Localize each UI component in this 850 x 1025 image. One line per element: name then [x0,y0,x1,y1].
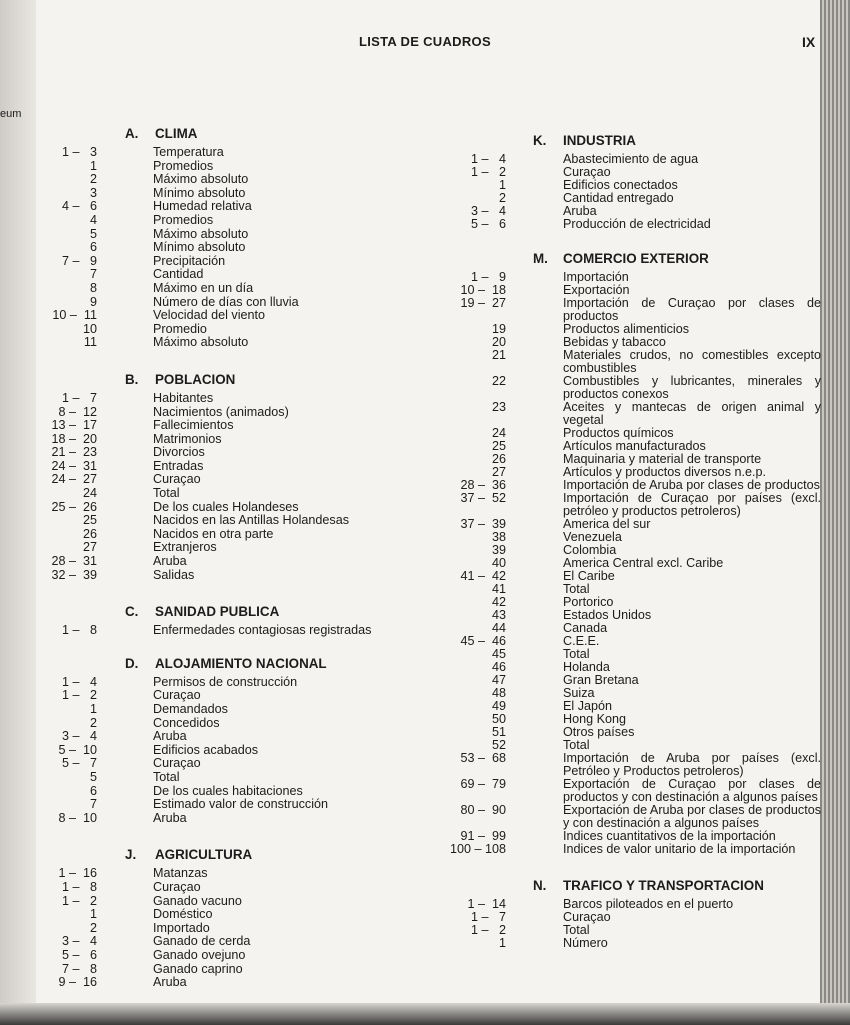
table-numbers: 27 [491,465,506,479]
section-letter: J. [125,847,137,863]
table-list-item [36,187,436,201]
table-numbers: 25 – 26 [51,499,97,514]
table-title: America del sur [563,517,651,531]
table-numbers: 1 – 4 [470,152,506,166]
table-title: Portorico [563,595,614,609]
table-numbers: 48 [491,686,506,700]
table-list-item [36,214,436,228]
table-numbers: 24 – 31 [51,458,97,473]
table-numbers: 39 [491,543,506,557]
table-title: Nacimientos (animados) [153,404,289,419]
table-title: Exportación [563,283,630,297]
table-numbers: 25 [491,439,506,453]
table-list-item [36,392,436,406]
table-title: Exportación de Curaçao por clases de productos y con destinación a algunos países [563,777,821,804]
table-numbers: 1 [89,158,97,173]
table-title: Edificios acabados [153,742,259,757]
table-title: Holanda [563,660,610,674]
table-title: Total [153,769,180,784]
table-list-item [36,689,436,703]
table-title: Importación [563,270,629,284]
table-numbers: 6 [89,240,97,255]
table-numbers: 43 [491,608,506,622]
table-title: Indices cuantitativos de la importación [563,829,776,843]
page-title: LISTA DE CUADROS [359,34,491,49]
table-title: Ganado de cerda [153,934,251,949]
table-numbers: 2 [89,715,97,730]
table-title: Canada [563,621,608,635]
table-title: Suiza [563,686,595,700]
table-list-item [36,528,436,542]
table-title: Total [563,647,590,661]
table-title: Aruba [153,554,187,569]
section-heading [125,372,436,387]
table-list-item [36,908,436,922]
table-numbers: 46 [491,660,506,674]
table-numbers: 25 [82,513,97,528]
table-title: Importación de Curaçao por clases de productos [563,296,821,323]
table-numbers: 91 – 99 [460,829,506,843]
table-numbers: 37 – 52 [460,491,506,505]
table-list-item [36,771,436,785]
table-numbers: 8 – 10 [58,810,97,825]
section-letter: A. [125,126,139,141]
table-numbers: 45 [491,647,506,661]
table-numbers: 1 – 8 [61,623,97,638]
table-title: Gran Bretana [563,673,639,687]
table-title: Aceites y mantecas de origen animal y vegetal [563,400,821,427]
table-numbers: 10 [82,321,97,336]
table-numbers: 1 – 7 [470,910,506,924]
table-numbers: 47 [491,673,506,687]
table-numbers: 28 – 36 [460,478,506,492]
table-title: Concedidos [153,715,220,730]
table-list-item [36,730,436,744]
table-list-item [445,297,825,323]
table-title: Aruba [563,204,597,218]
table-title: Abastecimiento de agua [563,152,699,166]
section-heading [125,604,436,619]
section-letter: B. [125,371,139,387]
table-numbers: 32 – 39 [51,567,97,582]
table-title: Precipitación [153,253,226,268]
table-title: Fallecimientos [153,418,234,433]
table-list-item [36,785,436,799]
table-title: Ganado caprino [153,961,243,976]
section-letter: M. [533,251,548,266]
table-list-item [36,624,436,638]
section-title: AGRICULTURA [155,847,253,863]
table-title: Promedio [153,321,207,336]
table-numbers: 27 [82,540,97,555]
table-numbers: 1 – 14 [467,897,506,911]
table-numbers: 52 [491,738,506,752]
table-list-item [36,812,436,826]
table-title: Temperatura [153,145,224,159]
table-numbers: 1 [498,178,506,192]
table-title: Número [563,936,608,950]
table-title: Importación de Curaçao por países (excl. petróleo y productos petroleros) [563,491,821,518]
section-poblacion [36,372,436,582]
table-title: Curaçao [153,879,201,894]
table-title: Total [563,582,590,596]
table-title: Importación de Aruba por países (excl. Petróleo y Productos petroleros) [563,751,821,778]
table-title: Artículos manufacturados [563,439,706,453]
section-title: CLIMA [155,126,198,141]
table-title: Producción de electricidad [563,217,711,231]
table-list-item [36,501,436,515]
table-title: Demandados [153,702,228,716]
table-numbers: 44 [491,621,506,635]
table-list-item [36,514,436,528]
table-list-item [36,228,436,242]
table-list-item [36,569,436,583]
table-list-item [445,752,825,778]
section-agricultura [36,847,436,989]
table-numbers: 1 – 7 [61,390,97,405]
table-numbers: 13 – 17 [51,418,97,433]
table-list-item [36,282,436,296]
table-title: Divorcios [153,445,205,460]
table-title: Habitantes [153,390,214,405]
section-clima [36,126,436,350]
table-numbers: 7 [89,797,97,812]
table-title: De los cuales Holandeses [153,499,299,514]
table-numbers: 7 – 9 [61,253,97,268]
table-title: Productos químicos [563,426,674,440]
table-numbers: 3 – 4 [61,934,97,949]
section-heading [125,126,436,141]
table-title: Máximo absoluto [153,335,249,350]
table-title: Ganado vacuno [153,893,242,908]
table-numbers: 1 – 2 [470,923,506,937]
section-heading [533,133,825,148]
table-title: Promedios [153,158,214,173]
table-list-item [36,473,436,487]
table-list-item [36,160,436,174]
table-numbers: 5 [89,226,97,241]
table-numbers: 24 [82,486,97,501]
table-title: Cantidad entregado [563,191,674,205]
table-list-item [445,804,825,830]
table-title: Nacidos en las Antillas Holandesas [153,513,350,528]
section-heading [125,847,436,862]
table-numbers: 26 [82,526,97,541]
table-numbers: 50 [491,712,506,726]
table-title: Productos alimenticios [563,322,689,336]
table-title: Aruba [153,810,187,825]
table-title: Velocidad del viento [153,308,266,323]
table-numbers: 2 [89,172,97,187]
table-numbers: 19 [491,322,506,336]
table-numbers: 5 – 7 [61,756,97,771]
table-numbers: 21 [491,348,506,362]
table-list-item [36,460,436,474]
table-title: El Japón [563,699,613,713]
table-numbers: 100 – 108 [449,842,506,856]
table-list-item [36,323,436,337]
section-title: POBLACION [155,371,236,387]
table-title: Máximo en un día [153,280,254,295]
table-title: El Caribe [563,569,615,583]
table-title: Indices de valor unitario de la importación [563,842,796,856]
table-list-item [36,241,436,255]
table-list-item [445,218,825,231]
table-numbers: 1 – 4 [61,674,97,689]
table-list-item [36,541,436,555]
table-title: Importado [153,920,210,935]
table-list-item [445,843,825,856]
table-title: Número de días con lluvia [153,294,299,309]
table-list-item [36,717,436,731]
table-title: Edificios conectados [563,178,678,192]
table-numbers: 42 [491,595,506,609]
section-letter: D. [125,655,139,671]
section-title: SANIDAD PUBLICA [155,604,280,620]
table-list-item [36,433,436,447]
table-title: Curaçao [153,688,201,703]
table-list-item [445,778,825,804]
section-trafico-y-transportacion [445,878,825,950]
table-title: Importación de Aruba por clases de productos [563,478,820,492]
table-title: Total [563,923,590,937]
table-title: Mínimo absoluto [153,185,246,200]
table-numbers: 20 [491,335,506,349]
table-title: Combustibles y lubricantes, minerales y productos conexos [563,374,821,401]
table-list-item [36,309,436,323]
table-numbers: 7 [89,267,97,282]
table-numbers: 6 [89,783,97,798]
table-title: Estados Unidos [563,608,652,622]
table-title: Enfermedades contagiosas registradas [153,623,372,638]
table-numbers: 5 – 6 [61,947,97,962]
table-numbers: 24 [491,426,506,440]
table-title: Total [563,738,590,752]
table-title: Exportación de Aruba por clases de productos y con destinación a algunos países [563,803,821,830]
table-title: Extranjeros [153,540,217,555]
table-title: De los cuales habitaciones [153,783,303,798]
table-numbers: 19 – 27 [460,296,506,310]
table-numbers: 8 [89,280,97,295]
table-numbers: 2 [89,920,97,935]
table-title: Matanzas [153,866,208,881]
table-list-item [36,935,436,949]
table-numbers: 2 [498,191,506,205]
table-list-item [36,676,436,690]
table-list-item [445,349,825,375]
page-bottom-shadow [0,1003,850,1025]
table-list-item [36,146,436,160]
right-column [445,133,825,950]
table-numbers: 26 [491,452,506,466]
table-title: Aruba [153,975,187,990]
table-title: Máximo absoluto [153,226,249,241]
page-binding-shadow [0,0,36,1025]
section-heading [533,251,825,266]
table-numbers: 41 – 42 [460,569,506,583]
table-numbers: 3 – 4 [470,204,506,218]
table-title: Estimado valor de construcción [153,797,328,812]
section-heading [125,656,436,671]
table-list-item [36,555,436,569]
margin-fragment: eum [0,108,22,120]
table-numbers: 1 [498,936,506,950]
table-numbers: 8 – 12 [58,404,97,419]
table-list-item [36,255,436,269]
section-title: COMERCIO EXTERIOR [563,251,709,266]
table-title: Nacidos en otra parte [153,526,274,541]
table-numbers: 1 [89,702,97,716]
table-title: Promedios [153,212,214,227]
table-numbers: 1 – 2 [470,165,506,179]
table-title: Venezuela [563,530,622,544]
table-title: Permisos de construcción [153,674,298,689]
table-list-item [36,268,436,282]
table-list-item [36,949,436,963]
table-numbers: 9 [89,294,97,309]
table-numbers: 80 – 90 [460,803,506,817]
section-letter: C. [125,604,139,620]
table-title: C.E.E. [563,634,600,648]
table-list-item [445,401,825,427]
table-list-item [445,937,825,950]
table-numbers: 3 [89,185,97,200]
table-title: Total [153,486,180,501]
table-title: Cantidad [153,267,204,282]
table-numbers: 40 [491,556,506,570]
table-numbers: 49 [491,699,506,713]
table-title: Bebidas y tabacco [563,335,666,349]
section-title: ALOJAMIENTO NACIONAL [155,655,327,671]
table-title: Curaçao [153,472,201,487]
table-title: Mínimo absoluto [153,240,246,255]
table-list-item [36,173,436,187]
table-list-item [445,375,825,401]
table-list-item [36,757,436,771]
table-title: Doméstico [153,907,213,922]
table-list-item [36,296,436,310]
table-numbers: 4 [89,212,97,227]
table-list-item [36,446,436,460]
table-list-item [36,881,436,895]
table-title: Salidas [153,567,195,582]
table-title: Artículos y productos diversos n.e.p. [563,465,766,479]
table-numbers: 1 – 2 [61,688,97,703]
table-numbers: 38 [491,530,506,544]
table-numbers: 10 – 18 [460,283,506,297]
table-numbers: 10 – 11 [52,308,97,323]
table-numbers: 28 – 31 [51,554,97,569]
table-numbers: 22 [491,374,506,388]
table-list-item [36,867,436,881]
table-list-item [36,798,436,812]
table-title: Máximo absoluto [153,172,249,187]
table-numbers: 5 – 6 [470,217,506,231]
table-title: Aruba [153,729,187,744]
table-numbers: 1 – 16 [58,866,97,881]
table-list-item [36,744,436,758]
table-list-item [36,406,436,420]
table-list-item [36,963,436,977]
table-list-item [36,976,436,990]
section-letter: N. [533,878,547,893]
table-title: Curaçao [563,910,611,924]
section-comercio-exterior [445,251,825,856]
section-title: TRAFICO Y TRANSPORTACION [563,878,764,893]
table-numbers: 11 [83,335,97,350]
table-list-item [36,922,436,936]
table-title: Hong Kong [563,712,627,726]
table-numbers: 1 – 9 [470,270,506,284]
table-title: Materiales crudos, no comestibles excepto combustibles [563,348,821,375]
section-heading [533,878,825,893]
table-title: Entradas [153,458,204,473]
section-alojamiento-nacional [36,656,436,826]
table-numbers: 21 – 23 [51,445,97,460]
table-numbers: 37 – 39 [460,517,506,531]
table-title: Maquinaria y material de transporte [563,452,762,466]
table-numbers: 9 – 16 [58,975,97,990]
table-numbers: 5 – 10 [58,742,97,757]
table-numbers: 18 – 20 [51,431,97,446]
table-numbers: 69 – 79 [460,777,506,791]
section-sanidad-publica [36,604,436,638]
table-numbers: 1 – 3 [61,145,97,159]
table-list-item [36,200,436,214]
table-numbers: 1 – 8 [61,879,97,894]
table-title: Curaçao [563,165,611,179]
table-title: Ganado ovejuno [153,947,246,962]
table-title: Colombia [563,543,617,557]
table-title: Barcos piloteados en el puerto [563,897,734,911]
table-title: Humedad relativa [153,199,252,214]
table-numbers: 4 – 6 [61,199,97,214]
table-numbers: 51 [491,725,506,739]
table-numbers: 7 – 8 [61,961,97,976]
table-list-item [36,487,436,501]
table-numbers: 23 [491,400,506,414]
table-numbers: 5 [89,769,97,784]
section-industria [445,133,825,231]
table-numbers: 53 – 68 [460,751,506,765]
table-numbers: 41 [491,582,506,596]
section-title: INDUSTRIA [563,133,636,148]
table-list-item [36,895,436,909]
table-list-item [445,492,825,518]
table-numbers: 1 – 2 [61,893,97,908]
table-numbers: 3 – 4 [61,729,97,744]
table-numbers: 24 – 27 [51,472,97,487]
table-title: Curaçao [153,756,201,771]
table-title: Matrimonios [153,431,222,446]
left-column [36,126,436,990]
table-numbers: 45 – 46 [460,634,506,648]
table-title: Otros países [563,725,635,739]
table-numbers: 1 [89,907,97,922]
table-list-item [36,419,436,433]
page-number: IX [802,34,816,50]
section-letter: K. [533,133,547,148]
table-list-item [36,703,436,717]
table-list-item [36,336,436,350]
table-title: America Central excl. Caribe [563,556,724,570]
